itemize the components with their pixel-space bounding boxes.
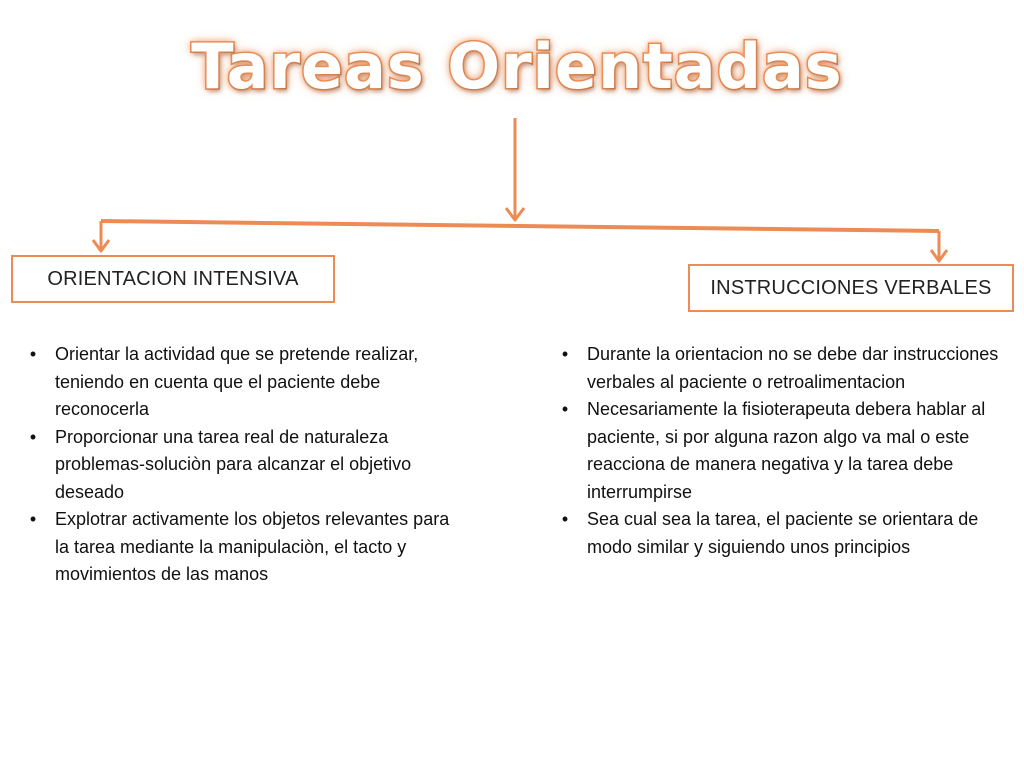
bullet-list-left: [23, 341, 463, 589]
bullet-text: Sea cual sea la tarea, el paciente se orientara de modo similar y siguiendo unos principios: [587, 509, 979, 557]
list-item: [555, 506, 1000, 561]
bullet-text: Durante la orientacion no se debe dar instrucciones verbales al paciente o retroalimentacion: [587, 344, 999, 392]
heading-box-orientacion-intensiva: [11, 255, 335, 303]
heading-label-right: INSTRUCCIONES VERBALES: [710, 276, 992, 299]
list-item: [23, 506, 463, 589]
bullet-text: Necesariamente la fisioterapeuta debera hablar al paciente, si por alguna razon algo va mal o este reacciona de manera negativa y la tarea debe interrumpirse: [587, 399, 986, 502]
bullet-text: Orientar la actividad que se pretende realizar, teniendo en cuenta que el paciente debe reconocerla: [55, 344, 419, 419]
bullet-text: Explotrar activamente los objetos relevantes para la tarea mediante la manipulaciòn, el tacto y movimientos de las manos: [55, 509, 450, 584]
bullet-dot-icon: •: [561, 399, 569, 419]
bullet-dot-icon: •: [29, 344, 37, 364]
list-item: [23, 424, 463, 507]
slide-title: Tareas Orientadas: [191, 30, 843, 103]
bullet-text: Proporcionar una tarea real de naturaleza problemas-soluciòn para alcanzar el objetivo deseado: [55, 426, 412, 502]
bullet-dot-icon: •: [561, 344, 569, 364]
bullet-dot-icon: •: [561, 509, 569, 529]
list-item: [23, 341, 463, 424]
bullet-list-right: [555, 341, 1000, 561]
bullet-dot-icon: •: [29, 426, 37, 447]
crossbar-line: [101, 221, 939, 231]
heading-box-instrucciones-verbales: [688, 264, 1014, 312]
list-item: [555, 341, 1000, 396]
heading-label-left: ORIENTACION INTENSIVA: [47, 267, 299, 290]
bullet-dot-icon: •: [29, 509, 37, 529]
list-item: [555, 396, 1000, 506]
